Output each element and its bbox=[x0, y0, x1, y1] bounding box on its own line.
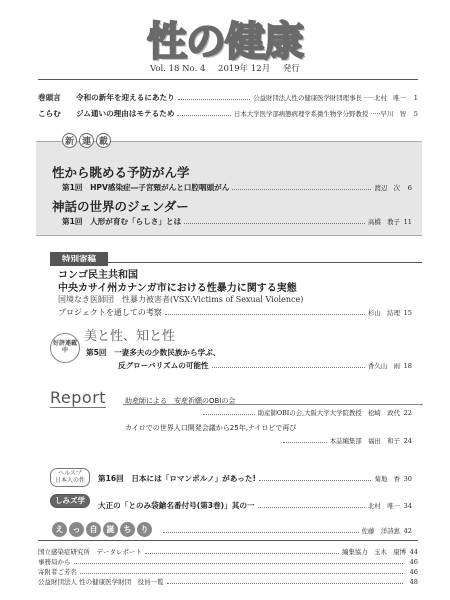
badge-char: 載 bbox=[96, 133, 111, 148]
leader-dots bbox=[165, 310, 365, 315]
page-number: 6 bbox=[407, 184, 412, 192]
page-number: 5 bbox=[413, 110, 418, 118]
article-author: 日本大学医学部病態病理学系微生物学分野教授 ·····早川 智 bbox=[234, 110, 406, 118]
page-number: 24 bbox=[403, 437, 412, 445]
column-title-bubbles bbox=[52, 522, 152, 537]
column-label-pill: しみズ学 bbox=[50, 494, 90, 508]
page-number: 1 bbox=[413, 94, 418, 102]
category-label: こらむ bbox=[38, 109, 61, 118]
page-number: 30 bbox=[403, 475, 412, 483]
article-author: 助産師OBIの会,大阪大学大学院教授 松崎 政代 bbox=[257, 409, 400, 417]
leader-dots bbox=[163, 528, 359, 533]
bubble-char: 自 bbox=[86, 522, 101, 537]
article-title: 第16回 日本には「ロマンポルノ」があった! bbox=[98, 474, 256, 483]
toc-row-special[interactable] bbox=[58, 307, 412, 318]
article-author: 編集協力 玉木 康博 bbox=[342, 548, 406, 556]
issue-info bbox=[150, 62, 310, 74]
leader-dots bbox=[258, 503, 366, 508]
badge-char: 新 bbox=[62, 133, 77, 148]
bubble-char: え bbox=[52, 522, 67, 537]
column-label-pill: ヘルスプ 日本人の性 bbox=[50, 468, 90, 487]
report-title-1[interactable] bbox=[125, 396, 235, 406]
toc-row-report-2[interactable] bbox=[280, 436, 412, 445]
serial-heading[interactable]: 神話の世界のジェンダー bbox=[52, 199, 189, 214]
toc-row-footer-2[interactable] bbox=[38, 557, 418, 566]
article-author: 佐藤 洋詩恵 bbox=[361, 527, 400, 535]
article-title: 助産師による 安産祈願のOBIの会 bbox=[125, 397, 236, 405]
article-title: カイロでの世界人口開発会議から25年,ナイロビで再び bbox=[125, 424, 297, 432]
page-number: 46 bbox=[409, 558, 418, 566]
toc-row-kk[interactable] bbox=[118, 360, 412, 371]
new-serial-badge bbox=[62, 133, 111, 148]
article-subtitle: 第1回 HPV感染症―子宮頸がんと口腔咽頭がん bbox=[62, 183, 230, 192]
report-heading: Report bbox=[50, 388, 107, 407]
magazine-title: 性の健康 bbox=[147, 19, 303, 65]
special-heading-1[interactable]: コンゴ民主共和国 bbox=[58, 270, 138, 281]
article-title: 大正の「とのみ袋鎗名番付号(第3巻)」其の一 bbox=[98, 501, 255, 510]
page-number: 44 bbox=[409, 548, 418, 556]
toc-row-foreword[interactable] bbox=[38, 92, 418, 103]
article-author: 渡辺 次 bbox=[374, 184, 400, 192]
leader-dots bbox=[212, 363, 365, 368]
top-divider bbox=[38, 79, 418, 80]
toc-row-serial-1[interactable] bbox=[62, 182, 412, 193]
kk-subtitle-1 bbox=[86, 347, 221, 358]
article-author: 香久山 雨 bbox=[368, 362, 400, 370]
bubble-char: ち bbox=[120, 522, 135, 537]
article-title: ジム通いの理由はモテるため bbox=[76, 109, 175, 118]
article-subtitle: 第1回 人形が育む「らしさ」とは bbox=[62, 217, 182, 226]
category-label: 巻頭言 bbox=[38, 93, 61, 102]
article-author: 本誌編集部 福田 和子 bbox=[329, 437, 400, 445]
page-number: 22 bbox=[403, 409, 412, 417]
page-number: 42 bbox=[403, 527, 412, 535]
toc-row-column[interactable] bbox=[38, 108, 418, 119]
leader-dots bbox=[80, 569, 403, 574]
page-number: 46 bbox=[409, 568, 418, 576]
article-subtitle: 第5回 一妻多夫の少数民族から学ぶ、 bbox=[86, 348, 221, 357]
article-subtitle: 反グローバリズムの可能性 bbox=[118, 361, 209, 370]
issue-date: 2019年 12月 bbox=[218, 64, 271, 74]
leader-dots bbox=[283, 438, 327, 443]
page-number: 11 bbox=[403, 218, 412, 226]
toc-row-misc-2[interactable] bbox=[98, 500, 412, 511]
leader-dots bbox=[74, 559, 404, 564]
toc-row-footer-4[interactable] bbox=[38, 577, 418, 586]
toc-row-serial-2[interactable] bbox=[62, 216, 412, 227]
special-contribution-tag: 特別寄稿 bbox=[50, 252, 108, 266]
report-title-2[interactable] bbox=[125, 423, 296, 433]
leader-dots bbox=[145, 549, 339, 554]
toc-row-misc-1[interactable] bbox=[98, 473, 412, 484]
page-number: 34 bbox=[403, 502, 412, 510]
leader-dots bbox=[178, 95, 251, 100]
article-author: 北村 唯一 bbox=[368, 502, 400, 510]
article-author: 杉山 結理 bbox=[368, 309, 400, 317]
special-heading-2[interactable]: 中央カサイ州カナンガ市における性暴力に関する実態 bbox=[58, 283, 297, 294]
serial-heading[interactable]: 性から眺める予防がん学 bbox=[52, 165, 190, 180]
issue-hakko: 発行 bbox=[282, 64, 300, 74]
bubble-char: っ bbox=[69, 522, 84, 537]
serial-title[interactable]: 美と性、知と性 bbox=[84, 329, 176, 344]
page-number: 18 bbox=[403, 362, 412, 370]
bottom-divider bbox=[38, 540, 418, 541]
article-author: 公益財団法人性の健康医学財団理事長 ·····北村 唯一 bbox=[253, 94, 406, 102]
article-title: 寄附者ご芳名 bbox=[38, 568, 77, 576]
volume: Vol. 18 No. 4 bbox=[150, 64, 206, 74]
ongoing-serial-badge: 好評連載中 bbox=[50, 333, 80, 363]
bubble-char: り bbox=[137, 522, 152, 537]
article-title: 国立感染症研究所 データレポート bbox=[38, 548, 142, 556]
special-subtitle-1: 国境なき医師団 性暴力被害者(VSX:Victims of Sexual Violence) bbox=[58, 295, 304, 304]
article-title: 令和の新年を迎えるにあたり bbox=[76, 93, 175, 102]
article-title: 事務局から bbox=[38, 558, 71, 566]
leader-dots bbox=[184, 219, 365, 224]
toc-row-misc-3[interactable] bbox=[160, 526, 412, 535]
leader-dots bbox=[259, 476, 372, 481]
badge-char: 連 bbox=[79, 133, 94, 148]
page-number: 48 bbox=[409, 578, 418, 586]
leader-dots bbox=[167, 579, 403, 584]
page-number: 15 bbox=[403, 309, 412, 317]
leader-dots bbox=[177, 111, 231, 116]
special-subtitle-2: プロジェクトを通しての考察 bbox=[58, 308, 162, 317]
article-author: 高橋 教子 bbox=[368, 218, 400, 226]
toc-row-report-1[interactable] bbox=[200, 408, 412, 417]
toc-row-footer-1[interactable] bbox=[38, 547, 418, 556]
article-author: 菊地 香 bbox=[374, 475, 400, 483]
bubble-char: 誕 bbox=[103, 522, 118, 537]
masthead bbox=[0, 19, 450, 65]
article-title: 公益財団法人 性の健康医学財団 役員一覧 bbox=[38, 578, 164, 586]
leader-dots bbox=[232, 185, 371, 190]
leader-dots bbox=[203, 410, 255, 415]
toc-row-footer-3[interactable] bbox=[38, 567, 418, 576]
section-divider bbox=[50, 262, 422, 263]
